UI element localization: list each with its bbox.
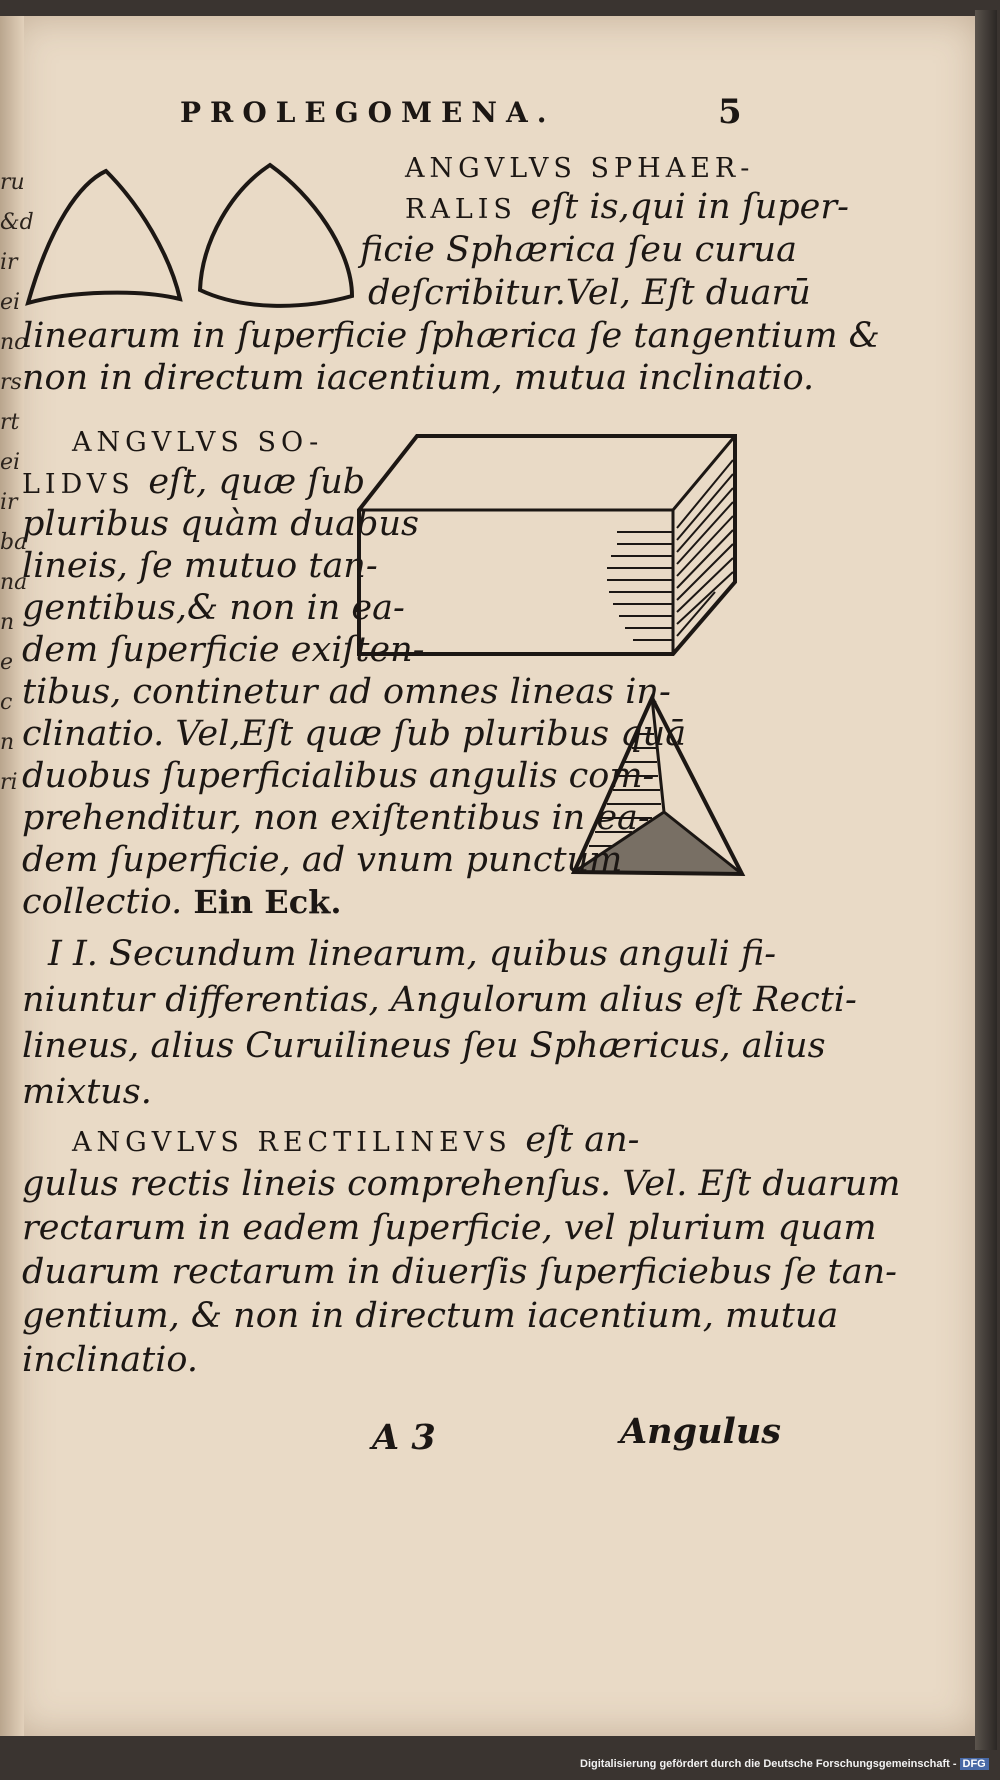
margin-gloss-fragment: ru: [0, 170, 25, 195]
text-span: lineis, ſe mutuo tan-: [22, 546, 378, 586]
text-span: gentium, & non in directum iacentium, mutua: [22, 1296, 839, 1336]
text-line: [22, 882, 341, 922]
margin-gloss-fragment: c: [0, 690, 13, 715]
text-span: collectio.: [22, 882, 194, 922]
margin-gloss-fragment: ei: [0, 290, 21, 315]
small-caps-heading: ANGVLVS SPHAER-: [405, 153, 755, 184]
text-span: eſt is,qui in ſuper-: [530, 187, 849, 227]
text-line: [22, 840, 622, 880]
text-span: deſcribitur.Vel, Eſt duarū: [368, 273, 811, 313]
text-line: [22, 546, 378, 586]
text-span: pluribus quàm duabus: [22, 504, 419, 544]
text-line: [22, 588, 405, 628]
margin-gloss-fragment: n: [0, 610, 15, 635]
text-line: [360, 230, 797, 270]
text-span: ficie Sphærica ſeu curua: [360, 230, 797, 270]
text-line: [22, 980, 857, 1020]
margin-gloss-fragment: ir: [0, 250, 18, 275]
text-span: dem ſuperficie exiſten-: [22, 630, 425, 670]
text-span: gulus rectis lineis comprehenſus. Vel. Eſt duarum: [22, 1164, 901, 1204]
text-line: [22, 462, 365, 505]
small-caps-heading: ANGVLVS SO-: [72, 427, 324, 458]
margin-gloss-fragment: ri: [0, 770, 18, 795]
catchword: Angulus: [620, 1411, 781, 1452]
small-caps-heading: ANGVLVS RECTILINEVS: [72, 1127, 526, 1158]
text-span: I I. Secundum linearum, quibus anguli fi-: [48, 934, 777, 974]
text-line: [22, 1296, 838, 1336]
text-line: [48, 934, 776, 974]
text-span: lineus, alius Curuilineus ſeu Sphæricus, alius: [22, 1026, 826, 1066]
text-span: non in directum iacentium, mutua inclinatio.: [22, 358, 815, 398]
solid-angle-box-figure: [355, 432, 745, 657]
text-span: eſt, quæ ſub: [148, 462, 366, 502]
text-line: [72, 420, 323, 463]
text-line: [22, 1340, 198, 1380]
text-span: dem ſuperficie, ad vnum punctum: [22, 840, 623, 880]
text-line: [72, 1120, 639, 1163]
small-caps-heading: RALIS: [405, 194, 531, 225]
digitization-credit: [580, 1758, 989, 1770]
signature-mark: A 3: [372, 1417, 436, 1458]
text-span: prehenditur, non exiſtentibus in ea-: [22, 798, 650, 838]
page-edge: [975, 10, 997, 1750]
text-span: tibus, continetur ad omnes lineas in-: [22, 672, 671, 712]
text-line: [22, 756, 654, 796]
spherical-angle-figure-right: [192, 160, 362, 320]
margin-gloss-fragment: e: [0, 650, 14, 675]
text-span: eſt an-: [525, 1120, 640, 1160]
text-span: linearum in ſuperficie ſphærica ſe tangentium &: [22, 316, 880, 356]
small-caps-heading: LIDVS: [22, 469, 149, 500]
margin-gloss-fragment: ei: [0, 450, 21, 475]
text-line: [22, 1208, 877, 1248]
text-line: [22, 798, 650, 838]
text-line: [22, 672, 671, 712]
text-line: [22, 1026, 826, 1066]
text-line: [22, 714, 686, 754]
dfg-badge: DFG: [960, 1758, 989, 1770]
text-line: [22, 1252, 897, 1292]
digitization-credit-text: Digitalisierung gefördert durch die Deutsche Forschungsgemeinschaft -: [580, 1758, 957, 1770]
margin-gloss-fragment: rs: [0, 370, 22, 395]
text-line: [22, 1072, 152, 1112]
text-span: rectarum in eadem ſuperficie, vel plurium quam: [22, 1208, 877, 1248]
text-line: [405, 146, 754, 189]
margin-gloss-fragment: &d: [0, 210, 34, 235]
blackletter-text: Ein Eck.: [193, 883, 342, 921]
text-line: [22, 316, 880, 356]
margin-gloss-fragment: na: [0, 570, 28, 595]
text-line: [22, 358, 814, 398]
margin-gloss-fragment: nc: [0, 330, 27, 355]
text-span: gentibus,& non in ea-: [22, 588, 405, 628]
text-line: [22, 1164, 901, 1204]
text-span: duarum rectarum in diuerſis ſuperficiebus ſe tan-: [22, 1252, 897, 1292]
text-span: duobus ſuperficialibus angulis com-: [22, 756, 655, 796]
page-number: 5: [718, 92, 742, 132]
running-head-title: PROLEGOMENA.: [180, 96, 556, 129]
text-line: [22, 630, 425, 670]
margin-gloss-fragment: ba: [0, 530, 28, 555]
margin-gloss-fragment: n: [0, 730, 15, 755]
text-span: inclinatio.: [22, 1340, 198, 1380]
text-span: clinatio. Vel,Eſt quæ ſub pluribus quā: [22, 714, 687, 754]
text-line: [22, 504, 419, 544]
text-span: niuntur differentias, Angulorum alius eſt Recti-: [22, 980, 857, 1020]
text-span: mixtus.: [22, 1072, 152, 1112]
spherical-angle-figure-left: [20, 165, 190, 310]
text-line: [368, 273, 811, 313]
margin-gloss-fragment: rt: [0, 410, 20, 435]
text-line: [405, 187, 849, 230]
margin-gloss-fragment: ir: [0, 490, 18, 515]
